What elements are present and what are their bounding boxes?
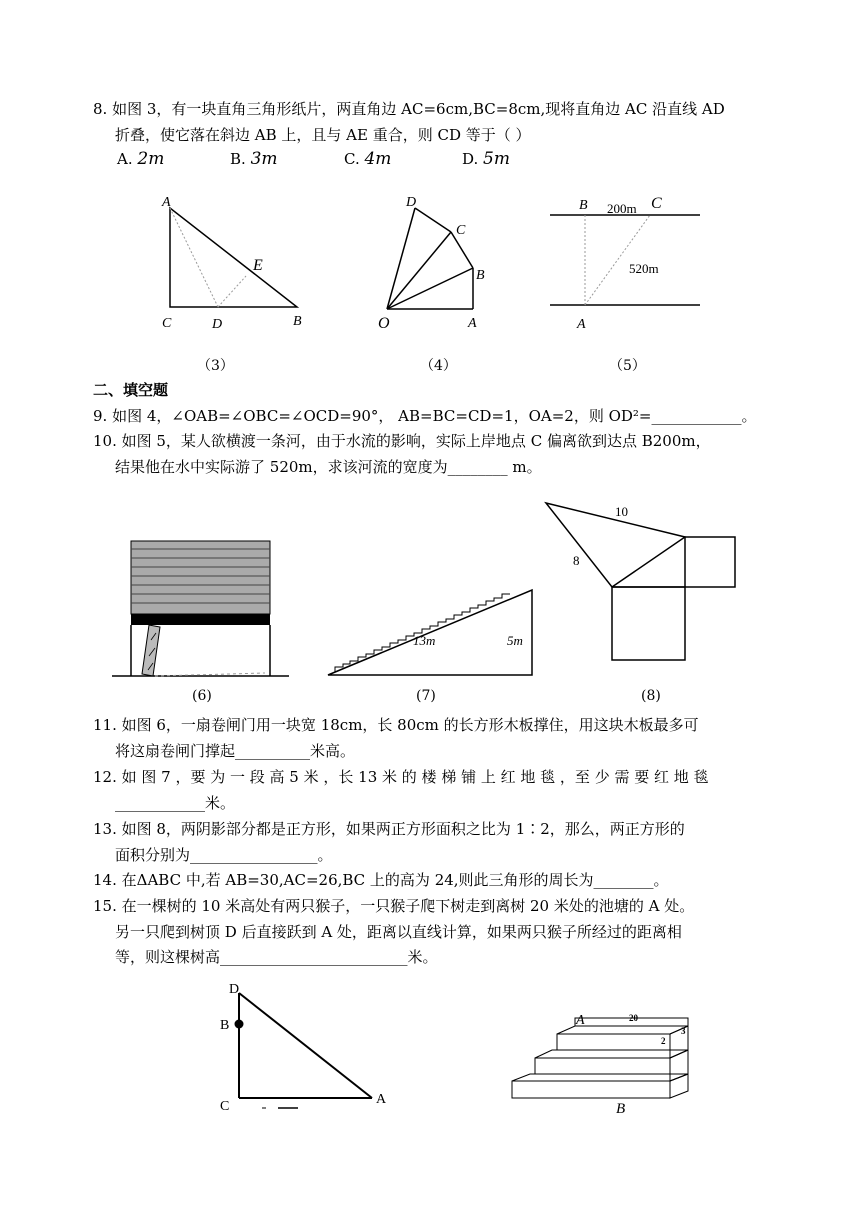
figure-5 bbox=[550, 195, 700, 332]
q8-option-c: C. 4m bbox=[344, 149, 392, 169]
fig5-caption: （5） bbox=[609, 358, 646, 374]
fig7-label-13m: 13m bbox=[413, 633, 436, 648]
q13-line2: 面积分别为_________________。 bbox=[115, 846, 333, 864]
q10-line2: 结果他在水中实际游了 520m，求该河流的宽度为________ m。 bbox=[115, 458, 542, 476]
fig4-label-a: A bbox=[468, 316, 477, 331]
fig3-label-d: D bbox=[212, 317, 223, 332]
q11-line2: 将这扇卷闸门撑起__________米高。 bbox=[115, 742, 356, 760]
fig8-label-10: 10 bbox=[615, 504, 628, 519]
fig7-caption: (7) bbox=[416, 688, 436, 704]
fig3-label-b: B bbox=[293, 314, 302, 329]
fig-tree-label-d: D bbox=[229, 982, 240, 997]
fig5-label-520m: 520m bbox=[629, 261, 659, 276]
fig-steps-label-3: 3 bbox=[681, 1026, 686, 1036]
figure-3 bbox=[161, 195, 302, 332]
q12-line1: 12. 如 图 7 ，要 为 一 段 高 5 米 ，长 13 米 的 楼 梯 铺 上 红 地 毯 ，至 少 需 要 红 地 毯 bbox=[93, 768, 709, 786]
q14: 14. 在ΔABC 中,若 AB=30,AC=26,BC 上的高为 24,则此三角形的周长为________。 bbox=[93, 871, 669, 889]
fig-tree-label-a: A bbox=[376, 1092, 387, 1107]
fig4-caption: （4） bbox=[420, 358, 457, 374]
fig5-label-200m: 200m bbox=[607, 201, 637, 216]
fig4-label-o: O bbox=[378, 315, 390, 332]
q8-option-d: D. 5m bbox=[462, 149, 510, 169]
fig3-label-c: C bbox=[162, 316, 172, 331]
figure-6 bbox=[112, 541, 289, 676]
fig5-label-b: B bbox=[579, 198, 588, 213]
q8-line1: 8. 如图 3，有一块直角三角形纸片，两直角边 AC=6cm,BC=8cm,现将直角边 AC 沿直线 AD bbox=[93, 100, 725, 118]
fig6-caption: (6) bbox=[192, 688, 212, 704]
fig3-label-a: A bbox=[162, 195, 171, 210]
figure-4 bbox=[378, 195, 485, 332]
fig3-caption: （3） bbox=[197, 358, 234, 374]
fig3-label-e: E bbox=[253, 257, 263, 274]
fig-steps-label-a: A bbox=[576, 1013, 585, 1028]
fig-tree-label-b: B bbox=[220, 1018, 230, 1033]
fig5-label-c: C bbox=[651, 195, 662, 212]
fig3-triangle bbox=[170, 208, 297, 307]
fig-tree-label-c: C bbox=[220, 1099, 230, 1114]
q8-option-a: A. 2m bbox=[117, 149, 165, 169]
fig4-label-b: B bbox=[476, 268, 485, 283]
figure-tree bbox=[220, 982, 387, 1114]
figure-8 bbox=[546, 503, 735, 660]
q9: 9. 如图 4，∠OAB=∠OBC=∠OCD=90°， AB=BC=CD=1，OA=2，则 OD²=____________。 bbox=[93, 407, 757, 425]
fig3-fold-line bbox=[170, 208, 218, 307]
fig7-label-5m: 5m bbox=[507, 633, 523, 648]
fig5-label-a: A bbox=[577, 317, 586, 332]
q11-line1: 11. 如图 6，一扇卷闸门用一块宽 18cm，长 80cm 的长方形木板撑住，用这块木板最多可 bbox=[93, 716, 699, 734]
fig-steps-label-2: 2 bbox=[661, 1036, 666, 1046]
q15-line3: 等，则这棵树高_________________________米。 bbox=[115, 948, 438, 966]
q15-line2: 另一只爬到树顶 D 后直接跃到 A 处，距离以直线计算，如果两只猴子所经过的距离相 bbox=[115, 923, 682, 941]
section-title-fill-in: 二、填空题 bbox=[93, 381, 169, 399]
fig4-label-c: C bbox=[456, 223, 466, 238]
fig-steps-label-b: B bbox=[616, 1101, 626, 1117]
q12-line2: ____________米。 bbox=[115, 794, 236, 812]
q15-line1: 15. 在一棵树的 10 米高处有两只猴子，一只猴子爬下树走到离树 20 米处的池塘的 A 处。 bbox=[93, 897, 695, 915]
fig8-label-8: 8 bbox=[573, 553, 580, 568]
figure-steps bbox=[512, 1013, 688, 1117]
fig4-label-d: D bbox=[406, 195, 417, 210]
fig8-caption: (8) bbox=[641, 688, 661, 704]
fig3-de-line bbox=[218, 276, 246, 307]
q8-line2: 折叠，使它落在斜边 AB 上，且与 AE 重合，则 CD 等于（ ） bbox=[115, 126, 531, 144]
fig-steps-label-20: 20 bbox=[629, 1013, 638, 1023]
figure-7 bbox=[328, 590, 532, 675]
q10-line1: 10. 如图 5，某人欲横渡一条河，由于水流的影响，实际上岸地点 C 偏离欲到达点 B200m， bbox=[93, 432, 711, 450]
q8-option-b: B. 3m bbox=[230, 149, 278, 169]
q13-line1: 13. 如图 8，两阴影部分都是正方形，如果两正方形面积之比为 1∶2，那么，两正方形的 bbox=[93, 820, 685, 838]
